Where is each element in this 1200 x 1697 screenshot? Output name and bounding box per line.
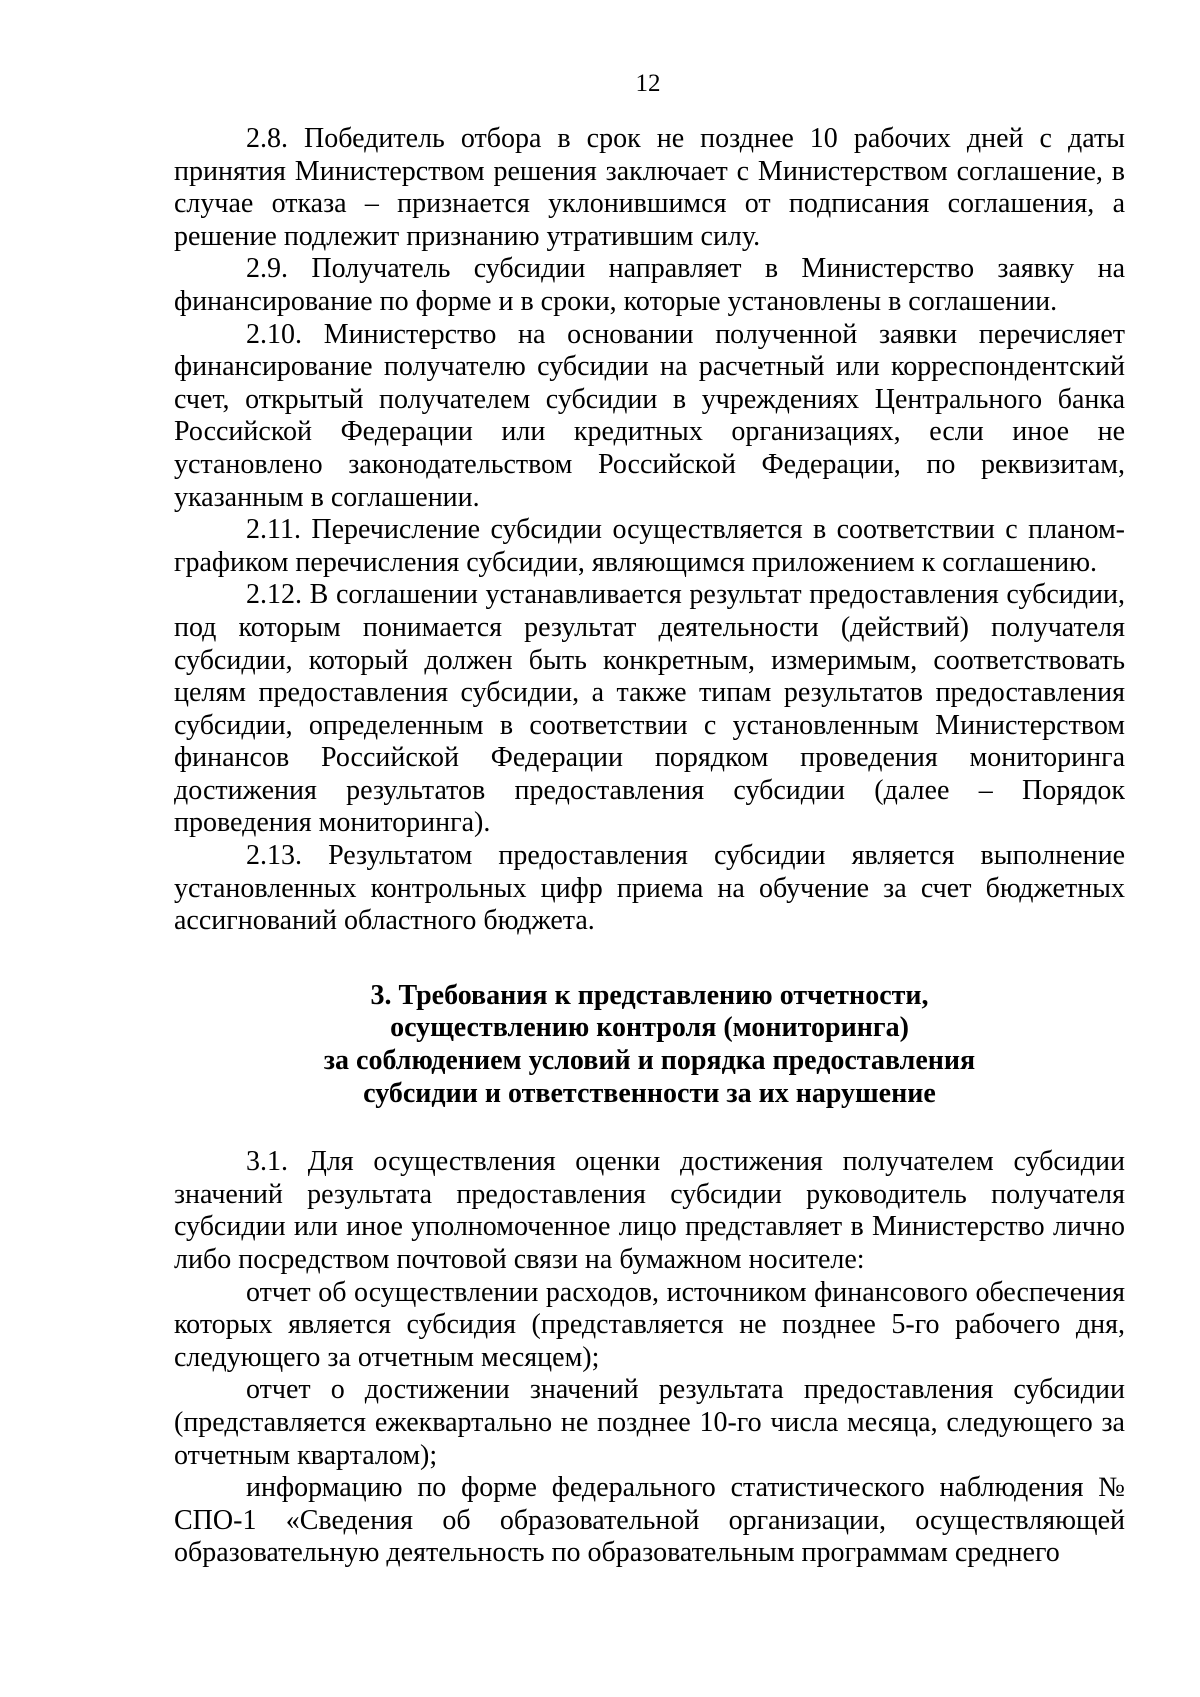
paragraph-2-13: 2.13. Результатом предоставления субсидии является выполнение установленных контрольных цифр приема на обучение за счет бюджетных ассигнований областного бюджета. <box>174 840 1125 937</box>
section-heading-line: за соблюдением условий и порядка предоставления <box>323 1045 976 1077</box>
document-body <box>174 123 1125 1570</box>
list-item-spo1-info: информацию по форме федерального статистического наблюдения № СПО-1 «Сведения об образовательной организации, осуществляющей образовательную деятельность по образовательным программам среднего <box>174 1472 1125 1569</box>
paragraph-2-10: 2.10. Министерство на основании полученной заявки перечисляет финансирование получателю субсидии на расчетный или корреспондентский счет, открытый получателем субсидии в учреждениях Центрального банка Российской Федерации или кредитных организациях, если иное не установлено законодательством Российской Федерации, по реквизитам, указанным в соглашении. <box>174 318 1125 513</box>
page-number: 12 <box>635 70 661 97</box>
list-item-result-report: отчет о достижении значений результата предоставления субсидии (представляется ежеквартально не позднее 10-го числа месяца, следующего за отчетным кварталом); <box>174 1374 1125 1471</box>
section-3-heading <box>174 980 1125 1110</box>
paragraph-2-8: 2.8. Победитель отбора в срок не позднее 10 рабочих дней с даты принятия Министерством решения заключает с Министерством соглашение, в случае отказа – признается уклонившимся от подписания соглашения, а решение подлежит признанию утратившим силу. <box>174 123 1125 252</box>
paragraph-2-9: 2.9. Получатель субсидии направляет в Министерство заявку на финансирование по форме и в сроки, которые установлены в соглашении. <box>174 253 1125 317</box>
paragraph-2-12: 2.12. В соглашении устанавливается результат предоставления субсидии, под которым понимается результат деятельности (действий) получателя субсидии, который должен быть конкретным, измеримым, соответствовать целям предоставления субсидии, а также типам результатов предоставления субсидии, определенным в соответствии с установленным Министерством финансов Российской Федерации порядком проведения мониторинга достижения результатов предоставления субсидии (далее – Порядок проведения мониторинга). <box>174 579 1125 839</box>
section-heading-line: субсидии и ответственности за их нарушение <box>363 1077 936 1109</box>
list-item-expense-report: отчет об осуществлении расходов, источником финансового обеспечения которых является субсидия (представляется не позднее 5-го рабочего дня, следующего за отчетным месяцем); <box>174 1276 1125 1373</box>
section-heading-line: осуществлению контроля (мониторинга) <box>390 1012 909 1044</box>
paragraph-2-11: 2.11. Перечисление субсидии осуществляется в соответствии с планом-графиком перечисления субсидии, являющимся приложением к соглашению. <box>174 514 1125 578</box>
section-heading-line: 3. Требования к представлению отчетности, <box>370 979 929 1011</box>
paragraph-3-1: 3.1. Для осуществления оценки достижения получателем субсидии значений результата предоставления субсидии руководитель получателя субсидии или иное уполномоченное лицо представляет в Министерство лично либо посредством почтовой связи на бумажном носителе: <box>174 1146 1125 1275</box>
